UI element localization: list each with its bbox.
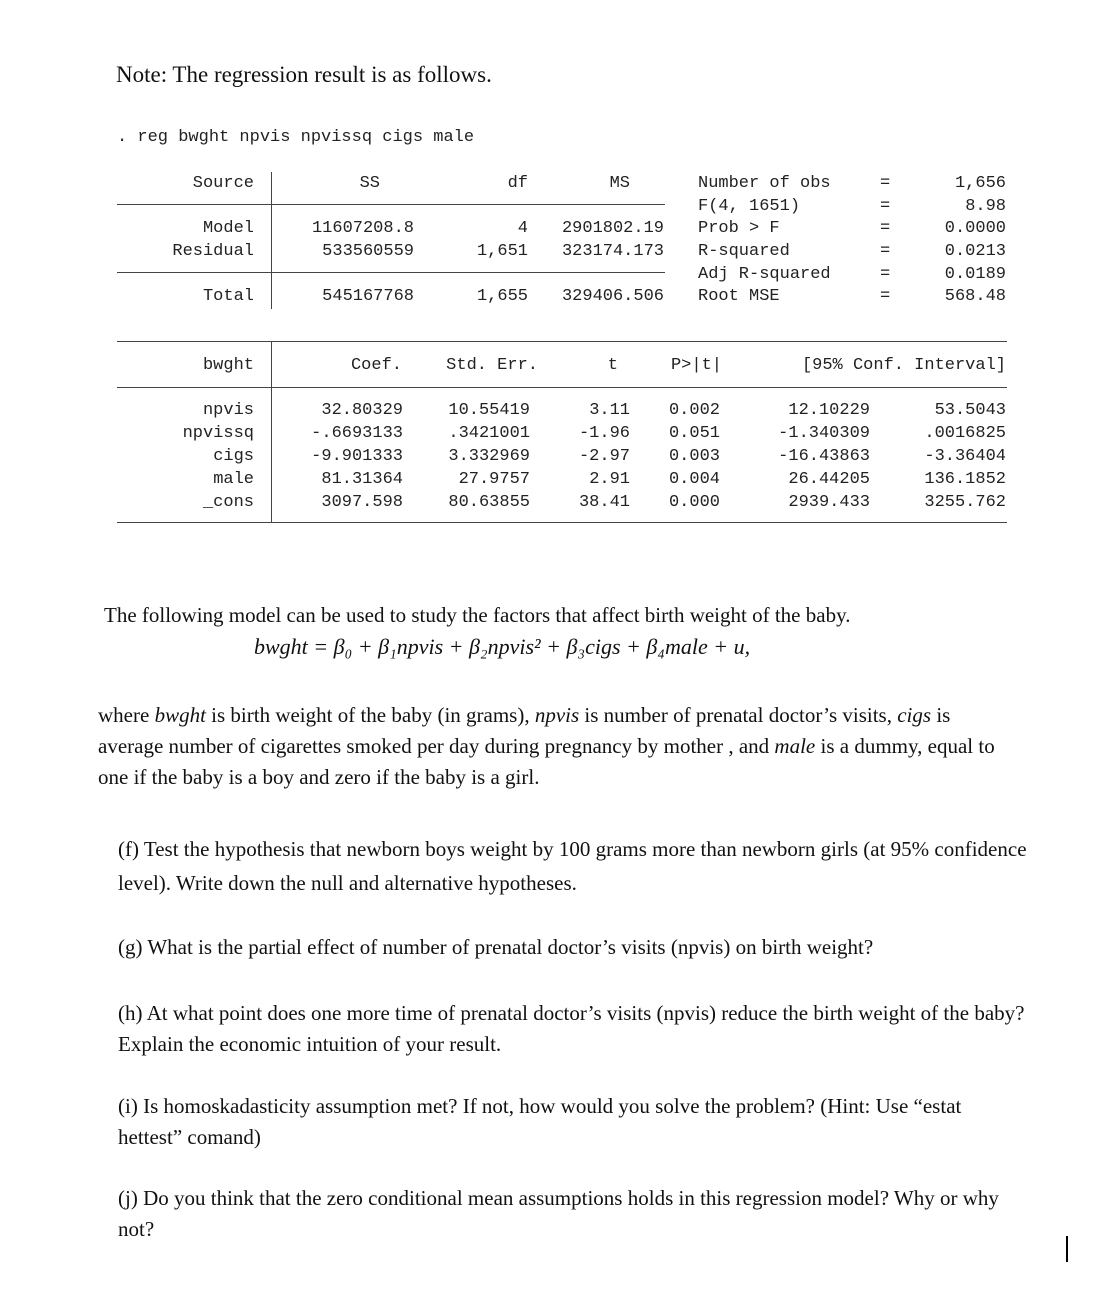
- anova-row-df: 1,655: [476, 287, 528, 306]
- stat-value: 1,656: [954, 174, 1006, 193]
- coef-t: -2.97: [578, 447, 630, 466]
- coef-p: 0.004: [668, 470, 720, 489]
- coef-t: 38.41: [578, 493, 630, 512]
- question-j: (j) Do you think that the zero conditional mean assumptions holds in this regression model? Why or why not?: [118, 1186, 999, 1241]
- var-npvis: npvis: [534, 703, 580, 727]
- anova-row-ss: 11607208.8: [311, 219, 414, 238]
- anova-row-ms: 323174.173: [561, 242, 664, 261]
- coef-divider: [117, 387, 1007, 388]
- stat-label: F(4, 1651): [698, 197, 801, 216]
- coef-header-ci: [95% Conf. Interval]: [801, 356, 1006, 375]
- variable-definitions: [98, 700, 998, 793]
- stata-command: . reg bwght npvis npvissq cigs male: [117, 128, 475, 147]
- coef-p: 0.003: [668, 447, 720, 466]
- coef-header-var: bwght: [202, 356, 254, 375]
- model-intro: The following model can be used to study the factors that affect birth weight of the baby.: [104, 603, 851, 627]
- coef-var: cigs: [213, 447, 254, 466]
- text-cursor: [1066, 1236, 1068, 1262]
- anova-column-divider: [271, 172, 272, 309]
- anova-row-ms: 2901802.19: [561, 219, 664, 238]
- coef-divider: [117, 522, 1007, 523]
- coef-value: 81.31364: [321, 470, 403, 489]
- coef-value: -.6693133: [311, 424, 403, 443]
- coef-se: .3421001: [448, 424, 530, 443]
- anova-divider: [117, 204, 665, 205]
- stat-label: Prob > F: [698, 219, 780, 238]
- coef-value: 32.80329: [321, 401, 403, 420]
- stat-value: 0.0000: [944, 219, 1006, 238]
- question-h: (h) At what point does one more time of prenatal doctor’s visits (npvis) reduce the birth weight of the baby? Explain the economic intuition of your result.: [118, 1001, 1025, 1056]
- anova-row-source: Model: [202, 219, 254, 238]
- anova-row-ss: 545167768: [322, 287, 414, 306]
- coef-ci-high: 136.1852: [924, 470, 1006, 489]
- stat-value: 8.98: [965, 197, 1006, 216]
- coef-var: npvissq: [182, 424, 254, 443]
- anova-row-df: 1,651: [476, 242, 528, 261]
- coef-t: 3.11: [589, 401, 630, 420]
- var-cigs: cigs: [897, 703, 932, 727]
- coef-var: npvis: [202, 401, 254, 420]
- var-bwght: bwght: [154, 703, 206, 727]
- anova-header-ss: SS: [359, 174, 380, 193]
- coef-value: -9.901333: [311, 447, 403, 466]
- anova-row-source: Total: [202, 287, 254, 306]
- stat-eq: =: [880, 174, 891, 193]
- coef-p: 0.051: [668, 424, 720, 443]
- stat-eq: =: [880, 242, 891, 261]
- note-heading: Note: The regression result is as follows.: [116, 62, 492, 87]
- stat-value: 568.48: [944, 287, 1006, 306]
- question-g: (g) What is the partial effect of number of prenatal doctor’s visits (npvis) on birth weight?: [118, 935, 874, 959]
- coef-header-se: Std. Err.: [446, 356, 538, 375]
- coef-ci-low: 26.44205: [788, 470, 870, 489]
- coef-se: 27.9757: [458, 470, 530, 489]
- coef-se: 3.332969: [448, 447, 530, 466]
- where-text: is average number of cigarettes smoked per day during pregnancy by mother , and: [98, 703, 951, 758]
- where-text: where: [98, 703, 155, 727]
- anova-header-df: df: [507, 174, 528, 193]
- coef-ci-high: -3.36404: [924, 447, 1006, 466]
- question-i: (i) Is homoskadasticity assumption met? If not, how would you solve the problem? (Hint: Use “estat hettest” comand): [118, 1094, 962, 1149]
- anova-row-source: Residual: [172, 242, 254, 261]
- stat-label: Root MSE: [698, 287, 780, 306]
- stat-eq: =: [880, 197, 891, 216]
- anova-row-df: 4: [517, 219, 528, 238]
- stat-label: R-squared: [698, 242, 790, 261]
- coef-value: 3097.598: [321, 493, 403, 512]
- coef-var: male: [213, 470, 254, 489]
- var-male: male: [774, 734, 816, 758]
- coef-header-p: P>|t|: [670, 356, 722, 375]
- where-text: is number of prenatal doctor’s visits,: [579, 703, 898, 727]
- stat-eq: =: [880, 219, 891, 238]
- coef-ci-low: 12.10229: [788, 401, 870, 420]
- anova-row-ms: 329406.506: [561, 287, 664, 306]
- anova-header-source: Source: [192, 174, 254, 193]
- stat-label: Adj R-squared: [698, 265, 831, 284]
- coef-se: 80.63855: [448, 493, 530, 512]
- anova-row-ss: 533560559: [322, 242, 414, 261]
- coef-t: 2.91: [589, 470, 630, 489]
- coef-ci-low: -1.340309: [778, 424, 870, 443]
- coef-column-divider: [271, 341, 272, 523]
- coef-p: 0.002: [668, 401, 720, 420]
- stat-value: 0.0213: [944, 242, 1006, 261]
- stat-eq: =: [880, 265, 891, 284]
- anova-header-ms: MS: [609, 174, 630, 193]
- coef-ci-low: 2939.433: [788, 493, 870, 512]
- coef-header-coef: Coef.: [350, 356, 402, 375]
- coef-se: 10.55419: [448, 401, 530, 420]
- anova-divider: [117, 272, 665, 273]
- coef-header-t: t: [607, 356, 618, 375]
- coef-var: _cons: [202, 493, 254, 512]
- stat-eq: =: [880, 287, 891, 306]
- stat-value: 0.0189: [944, 265, 1006, 284]
- coef-p: 0.000: [668, 493, 720, 512]
- where-text: is birth weight of the baby (in grams),: [205, 703, 535, 727]
- coef-t: -1.96: [578, 424, 630, 443]
- coef-ci-high: 53.5043: [934, 401, 1006, 420]
- model-equation: bwght = β₀ + β₁npvis + β₂npvis² + β₃cigs + β₄male + u,: [254, 634, 751, 659]
- coef-ci-high: 3255.762: [924, 493, 1006, 512]
- where-text: is a dummy, equal to one if the baby is a boy and zero if the baby is a girl.: [98, 734, 995, 789]
- question-f: (f) Test the hypothesis that newborn boys weight by 100 grams more than newborn girls (at 95% confidence level). Write down the null and alternative hypotheses.: [118, 837, 1027, 895]
- coef-divider: [117, 341, 1007, 342]
- coef-ci-high: .0016825: [924, 424, 1006, 443]
- coef-ci-low: -16.43863: [778, 447, 870, 466]
- stat-label: Number of obs: [698, 174, 831, 193]
